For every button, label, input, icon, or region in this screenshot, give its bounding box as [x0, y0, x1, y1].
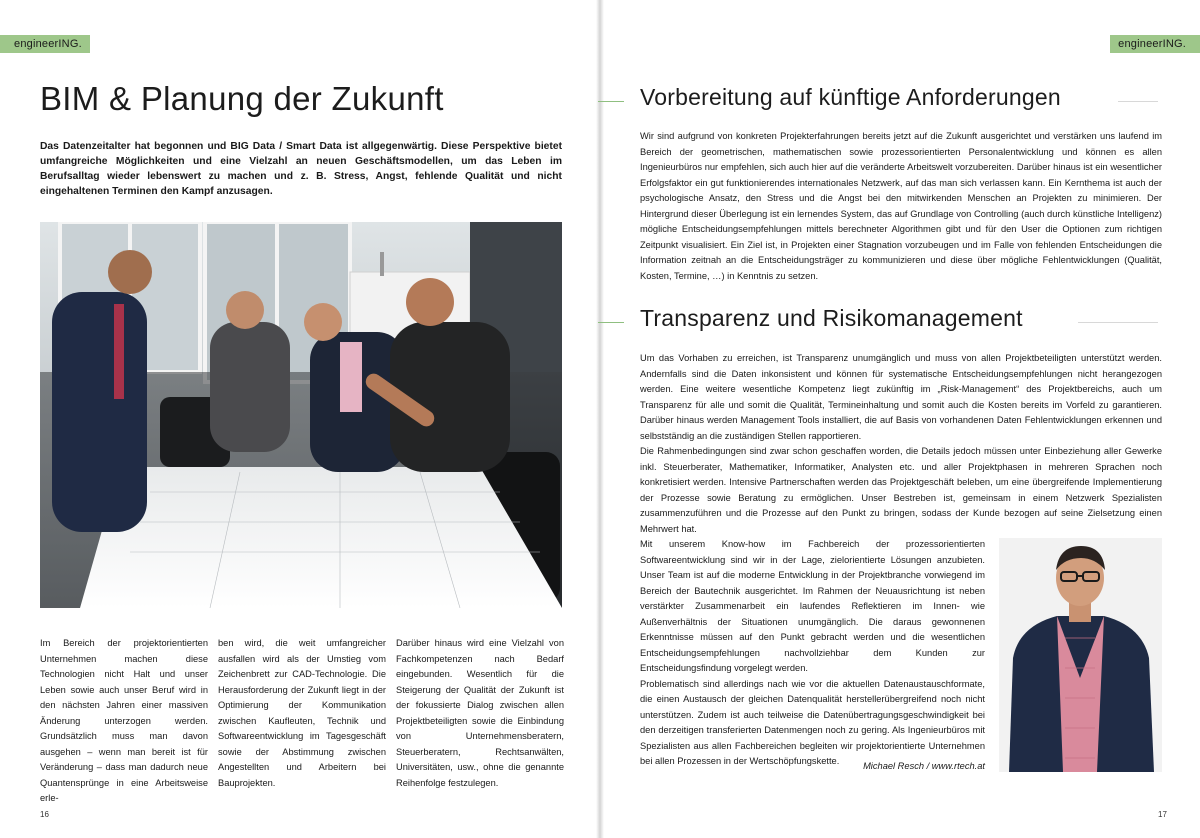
page-gutter [596, 0, 604, 838]
heading-rule-right [1078, 322, 1158, 323]
section-title-1: Vorbereitung auf künftige Anforderungen [640, 84, 1061, 110]
section-tag-left: engineerING. [0, 35, 90, 53]
section-2-body [640, 351, 1162, 537]
lead-paragraph: Das Datenzeitalter hat begonnen und BIG Data / Smart Data ist allgegenwärtig. Diese Perspektive bietet umfangreiche Möglichkeiten und eine Vielzahl an neuen Geschäftsmodellen, um das Leben im Berufsalltag wieder lebenswert zu machen und z. B. Stress, Angst, fehlende Qualität und nicht eingehaltenen Terminen den Kampf anzusagen. [40, 141, 562, 197]
section-heading-1 [598, 84, 1158, 118]
author-portrait [999, 538, 1162, 772]
team-photo-illustration [40, 222, 562, 608]
body-column-2: ben wird, die weit umfangreicher ausfallen wird als der Umstieg vom Zeichenbrett zur CAD-Technologie. Die Herausforderung der Zukunft liegt in der Optimierung der Kommunikation zwischen Kaufleuten, Technik und Softwareentwicklung im Tagesgeschäft sowie der Abstimmung zwischen Angestellten und Arbeitern bei Bauprojekten. [218, 638, 386, 788]
section-2-paragraph-2: Die Rahmenbedingungen sind zwar schon geschaffen worden, die Details jedoch müssen unter Einbeziehung aller Gewerke inkl. Steuerberater, Mathematiker, Informatiker, Analysten etc. und aller Projektphasen in mehreren Sprachen noch konkretisiert werden. Intensive Partnerschaften werden das Projektgeschäft beleben, um eine übergreifende Implementierung der Prozesse sowie Beratung zu ermöglichen. Unser Bestreben ist, gemeinsam in einem Netzwerk Spezialisten zusammenzuführen und die Prozesse auf den Punkt zu bringen, sodass der Kunde bezogen auf seine Zielsetzung einen Mehrwert hat. [640, 446, 1162, 534]
body-column-3: Darüber hinaus wird eine Vielzahl von Fachkompetenzen nach Bedarf eingebunden. Wesentlich für die Steigerung der Qualität der Zukunft ist der fokussierte Dialog zwischen allen Projektbeteiligten sowie die Einbindung von Unternehmensberatern, Steuerberatern, Rechtsanwälten, Universitäten, usw., ohne die genannte Reihenfolge festzulegen. [396, 638, 564, 788]
section-3-paragraph-2: Problematisch sind allerdings nach wie vor die aktuellen Datenaustauschformate, die einen Austausch der gleichen Datenqualität herstellerübergreifend noch nicht unterstützen. Zudem ist auch teilweise die Datenübertragungsgeschwindigkeit bei den derzeitigen transferierten Datenmengen noch zu gering. Als Ingenieurbüros mit Spezialisten aus allen Fachbereichen begleiten wir projektorientierte Unternehmen bei allen Prozessen in der Wertschöpfungskette. [640, 678, 985, 766]
page-number-left: 16 [40, 810, 49, 819]
heading-rule-left [598, 101, 624, 102]
heading-rule-right [1118, 101, 1158, 102]
section-2-paragraph-1: Um das Vorhaben zu erreichen, ist Transparenz unumgänglich und muss von allen Projektbeteiligten unterstützt werden. Andernfalls sind die Daten inkonsistent und können für systematische Entscheidungsempfehlungen nicht herangezogen werden. Eine weitere wesentliche Kompetenz liegt zukünftig im „Risk-Management“ des Projektbereichs, auch um Transparenz für alle und somit die Qualität, Termineinhaltung und somit auch die Kosten bereits im Vorfeld zu garantieren. Darüber hinaus werden Management Tools installiert, die auf Basis von vorhandenen Daten Fehlentwicklungen erkennen und selbstständig an die zuständigen Stellen rapportieren. [640, 353, 1162, 441]
author-portrait-illustration [999, 538, 1162, 772]
section-heading-2 [598, 305, 1158, 339]
body-column-1: Im Bereich der projektorientierten Unternehmen machen diese Technologien nicht Halt und unser Leben sowie auch unser Beruf wird in den nächsten Jahren einer massiven Änderung unterzogen werden. Grundsätzlich muss man davon ausgehen – wenn man bereit ist für Veränderung – dass man dadurch neue Quantensprünge in eine Arbeitsweise erle- [40, 638, 208, 803]
section-title-2: Transparenz und Risikomanagement [640, 305, 1023, 331]
team-photo [40, 222, 562, 608]
author-signature: Michael Resch / www.rtech.at [863, 761, 985, 771]
section-3-paragraph-1: Mit unserem Know-how im Fachbereich der prozessorientierten Softwareentwicklung sind wir in der Lage, zielorientierte Lösungen anzubieten. Unser Team ist auf die moderne Entwicklung in der Projektbranche vorwiegend im Bereich der Bautechnik ausgerichtet. Im Rahmen der Neuausrichtung ist neben verstärkter Zusammenarbeit ein laufendes Reflektieren im Innen- wie Außenverhältnis der Situationen unumgänglich. Die daraus gewonnenen Erkenntnisse müssen auf den Punkt gebracht werden und die wesentlichen Entscheidungsempfehlungen nachvollziehbar dem Kunden zur Entscheidungsfindung vorgelegt werden. [640, 539, 985, 673]
heading-rule-left [598, 322, 624, 323]
section-tag-right: engineerING. [1110, 35, 1200, 53]
section-3-body [640, 537, 985, 770]
page-number-right: 17 [1158, 810, 1167, 819]
section-1-body: Wir sind aufgrund von konkreten Projekterfahrungen bereits jetzt auf die Zukunft ausgerichtet und verstärken uns laufend im Bereich der geometrischen, mathematischen sowie prozessorientierten Personalentwicklung und können es allen Ingenieurbüros nur empfehlen, sich auch hier auf die veränderte Arbeitswelt vorzubereiten. Darüber hinaus ist ein wesentlicher Erfolgsfaktor ein gut funktionierendes internationales Netzwerk, auf das man sich verlassen kann. Ein Kernthema ist auch der psychologische Ansatz, den Stress und die Angst bei den mitwirkenden Menschen an Projekten zu minimieren. Der Hintergrund dieser Überlegung ist ein lernendes System, das auf Grundlage von Controlling (auch durch künstliche Intelligenz) mögliche Entscheidungsempfehlungen mittels berechneter Algorithmen gibt und für den User die Optionen zum richtigen Zeitpunkt visualisiert. Ein Ziel ist, in Projekten einer Stagnation vorzubeugen und im Falle von fehlenden Entscheidungen die Information zeitnah an die Entscheidungsträger zu kommunizieren und diese über mögliche Fehlentwicklungen (Qualität, Kosten, Termine, …) in Kenntnis zu setzen. [640, 131, 1162, 281]
page-title: BIM & Planung der Zukunft [40, 80, 444, 117]
